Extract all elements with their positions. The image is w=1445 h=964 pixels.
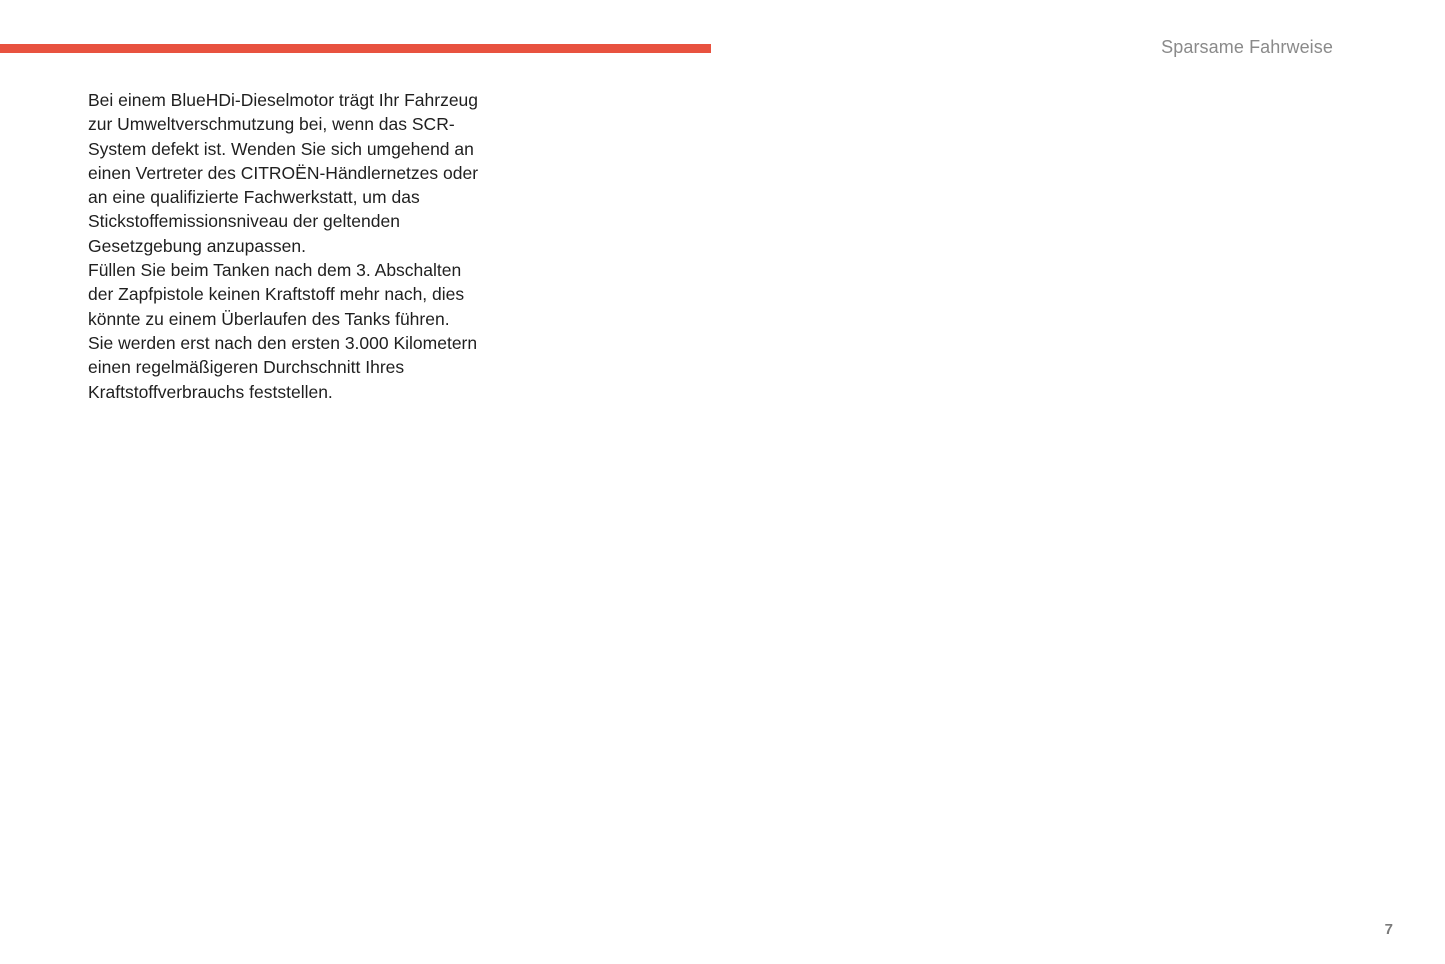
section-title: Sparsame Fahrweise [1161, 37, 1333, 57]
paragraph-consumption: Sie werden erst nach den ersten 3.000 Kilometern einen regelmäßigeren Durchschnitt Ihres Kraftstoffverbrauchs feststellen. [88, 332, 478, 402]
paragraph-scr-system: Bei einem BlueHDi-Dieselmotor trägt Ihr Fahrzeug zur Umweltverschmutzung bei, wenn das SCR-System defekt ist. Wenden Sie sich umgehend an einen Vertreter des CITROËN-Händlernetzes oder an eine qualifizierte Fachwerkstatt, um das Stickstoffemissionsniveau der geltenden Gesetzgebung anzupassen. [88, 90, 479, 256]
paragraph-refuelling: Füllen Sie beim Tanken nach dem 3. Abschalten der Zapfpistole keinen Kraftstoff mehr nach, dies könnte zu einem Überlaufen des Tanks führen. [88, 260, 465, 329]
header-accent-bar [0, 44, 711, 53]
body-text [88, 88, 488, 404]
page-number: 7 [1384, 921, 1393, 938]
